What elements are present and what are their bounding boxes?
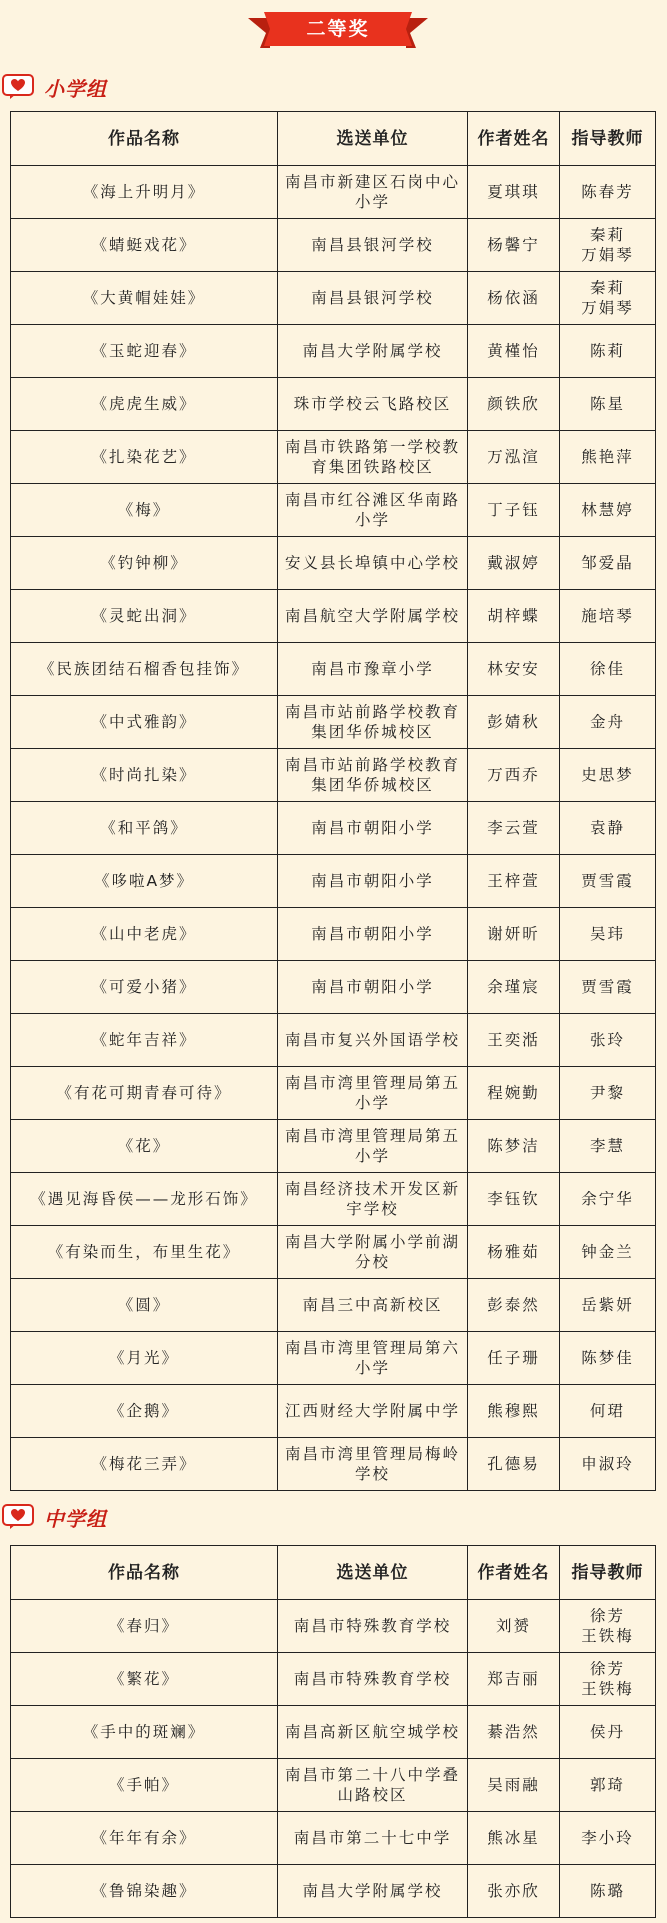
cell-teacher: 邹爱晶 bbox=[560, 537, 656, 590]
cell-teacher: 吴玮 bbox=[560, 908, 656, 961]
cell-work-name: 《钓钟柳》 bbox=[11, 537, 278, 590]
cell-work-name: 《月光》 bbox=[11, 1332, 278, 1385]
table-row bbox=[11, 1706, 656, 1759]
header-teacher: 指导教师 bbox=[560, 1546, 656, 1600]
cell-work-name: 《花》 bbox=[11, 1120, 278, 1173]
table-row bbox=[11, 749, 656, 802]
cell-school: 南昌大学附属学校 bbox=[278, 325, 468, 378]
header-school: 选送单位 bbox=[278, 112, 468, 166]
cell-work-name: 《手帕》 bbox=[11, 1759, 278, 1812]
cell-author: 杨雅茹 bbox=[468, 1226, 560, 1279]
cell-author: 熊冰星 bbox=[468, 1812, 560, 1865]
section-title: 中学组 bbox=[44, 1506, 107, 1531]
header-author: 作者姓名 bbox=[468, 1546, 560, 1600]
cell-work-name: 《虎虎生威》 bbox=[11, 378, 278, 431]
cell-work-name: 《玉蛇迎春》 bbox=[11, 325, 278, 378]
table-row bbox=[11, 1014, 656, 1067]
section-title: 小学组 bbox=[44, 76, 107, 101]
cell-author: 陈梦洁 bbox=[468, 1120, 560, 1173]
cell-school: 江西财经大学附属中学 bbox=[278, 1385, 468, 1438]
cell-teacher: 余宁华 bbox=[560, 1173, 656, 1226]
cell-author: 丁子钰 bbox=[468, 484, 560, 537]
cell-school: 南昌市复兴外国语学校 bbox=[278, 1014, 468, 1067]
table-row bbox=[11, 484, 656, 537]
table-row bbox=[11, 855, 656, 908]
cell-teacher: 申淑玲 bbox=[560, 1438, 656, 1491]
section-heading-primary bbox=[2, 72, 107, 102]
cell-teacher: 陈星 bbox=[560, 378, 656, 431]
header-teacher: 指导教师 bbox=[560, 112, 656, 166]
table-row bbox=[11, 1812, 656, 1865]
cell-teacher: 秦莉 万娟琴 bbox=[560, 219, 656, 272]
cell-teacher: 熊艳萍 bbox=[560, 431, 656, 484]
cell-teacher: 徐芳 王铁梅 bbox=[560, 1600, 656, 1653]
cell-work-name: 《民族团结石榴香包挂饰》 bbox=[11, 643, 278, 696]
cell-author: 熊穆熙 bbox=[468, 1385, 560, 1438]
cell-author: 綦浩然 bbox=[468, 1706, 560, 1759]
cell-work-name: 《繁花》 bbox=[11, 1653, 278, 1706]
table-row bbox=[11, 1385, 656, 1438]
table-row bbox=[11, 166, 656, 219]
table-row bbox=[11, 378, 656, 431]
cell-school: 南昌市朝阳小学 bbox=[278, 908, 468, 961]
cell-author: 林安安 bbox=[468, 643, 560, 696]
cell-author: 杨依涵 bbox=[468, 272, 560, 325]
cell-author: 戴淑婷 bbox=[468, 537, 560, 590]
cell-work-name: 《年年有余》 bbox=[11, 1812, 278, 1865]
cell-school: 南昌市新建区石岗中心小学 bbox=[278, 166, 468, 219]
cell-author: 吴雨融 bbox=[468, 1759, 560, 1812]
cell-school: 南昌市湾里管理局第五小学 bbox=[278, 1067, 468, 1120]
cell-work-name: 《哆啦A梦》 bbox=[11, 855, 278, 908]
cell-author: 李钰钦 bbox=[468, 1173, 560, 1226]
cell-teacher: 徐佳 bbox=[560, 643, 656, 696]
cell-work-name: 《春归》 bbox=[11, 1600, 278, 1653]
cell-work-name: 《蛇年吉祥》 bbox=[11, 1014, 278, 1067]
cell-teacher: 侯丹 bbox=[560, 1706, 656, 1759]
cell-teacher: 李小玲 bbox=[560, 1812, 656, 1865]
cell-work-name: 《灵蛇出洞》 bbox=[11, 590, 278, 643]
cell-work-name: 《山中老虎》 bbox=[11, 908, 278, 961]
cell-work-name: 《和平鸽》 bbox=[11, 802, 278, 855]
cell-teacher: 徐芳 王铁梅 bbox=[560, 1653, 656, 1706]
cell-author: 任子珊 bbox=[468, 1332, 560, 1385]
table-row bbox=[11, 1173, 656, 1226]
cell-author: 胡梓蝶 bbox=[468, 590, 560, 643]
table-row bbox=[11, 219, 656, 272]
table-row bbox=[11, 1438, 656, 1491]
banner-label: 二等奖 bbox=[306, 18, 370, 40]
cell-teacher: 袁静 bbox=[560, 802, 656, 855]
cell-author: 夏琪琪 bbox=[468, 166, 560, 219]
table-row bbox=[11, 1226, 656, 1279]
speech-heart-icon bbox=[2, 74, 34, 100]
cell-teacher: 李慧 bbox=[560, 1120, 656, 1173]
table-row bbox=[11, 431, 656, 484]
cell-school: 南昌市站前路学校教育集团华侨城校区 bbox=[278, 749, 468, 802]
table-row bbox=[11, 1865, 656, 1918]
cell-school: 南昌市朝阳小学 bbox=[278, 961, 468, 1014]
cell-teacher: 贾雪霞 bbox=[560, 855, 656, 908]
award-banner bbox=[248, 4, 428, 54]
cell-school: 南昌经济技术开发区新宇学校 bbox=[278, 1173, 468, 1226]
table-row bbox=[11, 1600, 656, 1653]
cell-author: 颜铁欣 bbox=[468, 378, 560, 431]
cell-school: 珠市学校云飞路校区 bbox=[278, 378, 468, 431]
header-author: 作者姓名 bbox=[468, 112, 560, 166]
cell-school: 南昌航空大学附属学校 bbox=[278, 590, 468, 643]
cell-teacher: 郭琦 bbox=[560, 1759, 656, 1812]
cell-work-name: 《圆》 bbox=[11, 1279, 278, 1332]
cell-author: 李云萱 bbox=[468, 802, 560, 855]
cell-school: 南昌市第二十八中学叠山路校区 bbox=[278, 1759, 468, 1812]
cell-author: 孔德易 bbox=[468, 1438, 560, 1491]
secondary-awards-table bbox=[10, 1545, 656, 1918]
table-header-row bbox=[11, 1546, 656, 1600]
cell-school: 南昌市特殊教育学校 bbox=[278, 1600, 468, 1653]
cell-work-name: 《有花可期青春可待》 bbox=[11, 1067, 278, 1120]
header-work-name: 作品名称 bbox=[11, 112, 278, 166]
cell-teacher: 陈璐 bbox=[560, 1865, 656, 1918]
cell-school: 南昌大学附属小学前湖分校 bbox=[278, 1226, 468, 1279]
cell-teacher: 何珺 bbox=[560, 1385, 656, 1438]
table-row bbox=[11, 961, 656, 1014]
cell-school: 南昌市铁路第一学校教育集团铁路校区 bbox=[278, 431, 468, 484]
cell-teacher: 史思梦 bbox=[560, 749, 656, 802]
cell-work-name: 《手中的斑斓》 bbox=[11, 1706, 278, 1759]
cell-teacher: 陈莉 bbox=[560, 325, 656, 378]
table-row bbox=[11, 1279, 656, 1332]
cell-author: 王梓萱 bbox=[468, 855, 560, 908]
cell-school: 南昌市湾里管理局第五小学 bbox=[278, 1120, 468, 1173]
cell-teacher: 岳紫妍 bbox=[560, 1279, 656, 1332]
cell-author: 万泓渲 bbox=[468, 431, 560, 484]
cell-teacher: 林慧婷 bbox=[560, 484, 656, 537]
cell-school: 南昌市红谷滩区华南路小学 bbox=[278, 484, 468, 537]
header-school: 选送单位 bbox=[278, 1546, 468, 1600]
speech-heart-icon bbox=[2, 1504, 34, 1530]
header-work-name: 作品名称 bbox=[11, 1546, 278, 1600]
cell-school: 南昌三中高新校区 bbox=[278, 1279, 468, 1332]
cell-teacher: 秦莉 万娟琴 bbox=[560, 272, 656, 325]
cell-author: 黄槿怡 bbox=[468, 325, 560, 378]
cell-work-name: 《梅》 bbox=[11, 484, 278, 537]
cell-school: 南昌市朝阳小学 bbox=[278, 855, 468, 908]
cell-work-name: 《扎染花艺》 bbox=[11, 431, 278, 484]
cell-work-name: 《可爱小猪》 bbox=[11, 961, 278, 1014]
table-row bbox=[11, 325, 656, 378]
cell-work-name: 《鲁锦染趣》 bbox=[11, 1865, 278, 1918]
table-row bbox=[11, 1653, 656, 1706]
cell-author: 郑吉丽 bbox=[468, 1653, 560, 1706]
cell-school: 南昌市特殊教育学校 bbox=[278, 1653, 468, 1706]
table-row bbox=[11, 537, 656, 590]
section-heading-secondary bbox=[2, 1502, 107, 1532]
table-row bbox=[11, 908, 656, 961]
cell-author: 谢妍昕 bbox=[468, 908, 560, 961]
cell-teacher: 张玲 bbox=[560, 1014, 656, 1067]
cell-work-name: 《大黄帽娃娃》 bbox=[11, 272, 278, 325]
cell-work-name: 《遇见海昏侯——龙形石饰》 bbox=[11, 1173, 278, 1226]
cell-author: 杨馨宁 bbox=[468, 219, 560, 272]
cell-author: 万西乔 bbox=[468, 749, 560, 802]
table-row bbox=[11, 643, 656, 696]
cell-school: 南昌市第二十七中学 bbox=[278, 1812, 468, 1865]
cell-teacher: 金舟 bbox=[560, 696, 656, 749]
cell-author: 彭婧秋 bbox=[468, 696, 560, 749]
cell-work-name: 《蜻蜓戏花》 bbox=[11, 219, 278, 272]
table-row bbox=[11, 590, 656, 643]
cell-school: 南昌市站前路学校教育集团华侨城校区 bbox=[278, 696, 468, 749]
cell-school: 南昌市湾里管理局第六小学 bbox=[278, 1332, 468, 1385]
cell-author: 刘赟 bbox=[468, 1600, 560, 1653]
cell-school: 南昌县银河学校 bbox=[278, 219, 468, 272]
cell-school: 南昌高新区航空城学校 bbox=[278, 1706, 468, 1759]
table-row bbox=[11, 272, 656, 325]
table-row bbox=[11, 1067, 656, 1120]
cell-teacher: 钟金兰 bbox=[560, 1226, 656, 1279]
cell-work-name: 《时尚扎染》 bbox=[11, 749, 278, 802]
cell-school: 南昌市朝阳小学 bbox=[278, 802, 468, 855]
cell-work-name: 《有染而生，布里生花》 bbox=[11, 1226, 278, 1279]
cell-author: 余瑾宸 bbox=[468, 961, 560, 1014]
table-row bbox=[11, 696, 656, 749]
table-row bbox=[11, 802, 656, 855]
cell-work-name: 《企鹅》 bbox=[11, 1385, 278, 1438]
table-row bbox=[11, 1120, 656, 1173]
cell-school: 南昌市豫章小学 bbox=[278, 643, 468, 696]
cell-school: 南昌大学附属学校 bbox=[278, 1865, 468, 1918]
cell-author: 张亦欣 bbox=[468, 1865, 560, 1918]
cell-teacher: 陈春芳 bbox=[560, 166, 656, 219]
cell-author: 王奕湉 bbox=[468, 1014, 560, 1067]
cell-school: 南昌县银河学校 bbox=[278, 272, 468, 325]
cell-work-name: 《海上升明月》 bbox=[11, 166, 278, 219]
table-row bbox=[11, 1332, 656, 1385]
cell-school: 南昌市湾里管理局梅岭学校 bbox=[278, 1438, 468, 1491]
table-header-row bbox=[11, 112, 656, 166]
table-row bbox=[11, 1759, 656, 1812]
cell-school: 安义县长埠镇中心学校 bbox=[278, 537, 468, 590]
cell-work-name: 《梅花三弄》 bbox=[11, 1438, 278, 1491]
cell-teacher: 贾雪霞 bbox=[560, 961, 656, 1014]
cell-teacher: 施培琴 bbox=[560, 590, 656, 643]
cell-teacher: 陈梦佳 bbox=[560, 1332, 656, 1385]
cell-work-name: 《中式雅韵》 bbox=[11, 696, 278, 749]
primary-awards-table bbox=[10, 111, 656, 1491]
cell-author: 程婉勤 bbox=[468, 1067, 560, 1120]
cell-teacher: 尹黎 bbox=[560, 1067, 656, 1120]
cell-author: 彭泰然 bbox=[468, 1279, 560, 1332]
